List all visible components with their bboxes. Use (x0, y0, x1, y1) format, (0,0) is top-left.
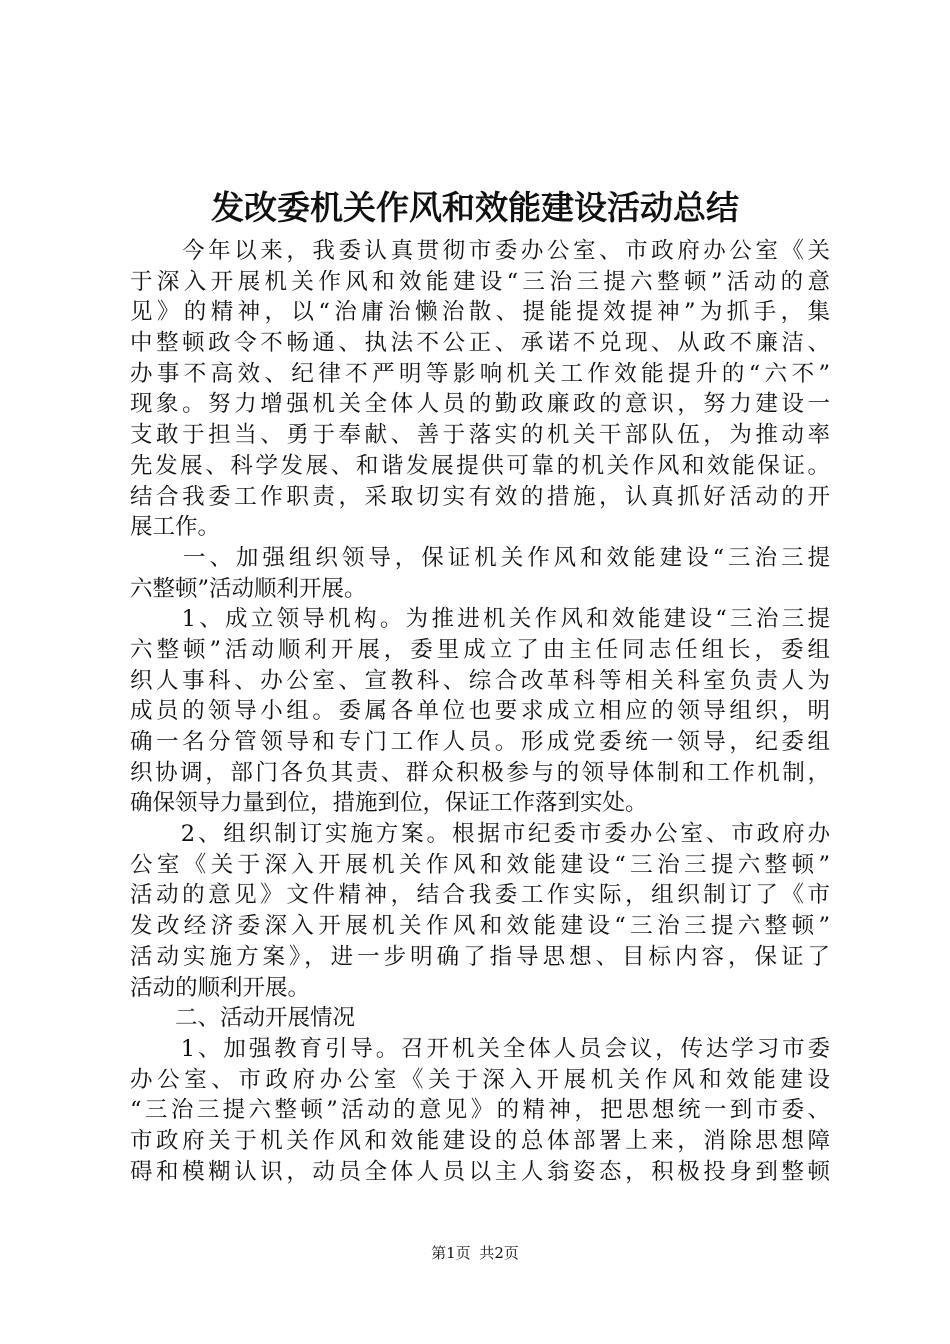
body-line: 见》的精神，以“治庸治懒治散、提能提效提神”为抓手，集 (130, 299, 830, 326)
body-line: 活动的顺利开展。 (130, 974, 311, 1001)
body-line: 织协调，部门各负其责、群众积极参与的领导体制和工作机制， (130, 759, 830, 786)
body-line: 办公室、市政府办公室《关于深入开展机关作风和效能建设 (130, 1066, 830, 1093)
page-footer (0, 1243, 950, 1263)
document-body (130, 236, 830, 1187)
body-line: 一、加强组织领导，保证机关作风和效能建设“三治三提 (130, 544, 830, 571)
body-line: “三治三提六整顿”活动的意见》的精神，把思想统一到市委、 (130, 1097, 830, 1124)
body-line: 成员的领导小组。委属各单位也要求成立相应的领导组织，明 (130, 698, 830, 725)
body-line: 结合我委工作职责，采取切实有效的措施，认真抓好活动的开 (130, 483, 830, 510)
body-line: 展工作。 (130, 514, 221, 541)
body-line: 活动的意见》文件精神，结合我委工作实际，组织制订了《市 (130, 882, 830, 909)
body-line: 二、活动开展情况 (130, 1005, 356, 1032)
body-line: 六整顿”活动顺利开展，委里成立了由主任同志任组长，委组 (130, 636, 830, 663)
page-number: 第1页 (431, 1244, 471, 1262)
body-line: 确一名分管领导和专门工作人员。形成党委统一领导，纪委组 (130, 729, 830, 755)
body-line: 活动实施方案》，进一步明确了指导思想、目标内容，保证了 (130, 943, 830, 970)
body-line: 于深入开展机关作风和效能建设“三治三提六整顿”活动的意 (130, 268, 830, 295)
page-total: 共2页 (479, 1244, 519, 1262)
body-line: 今年以来，我委认真贯彻市委办公室、市政府办公室《关 (130, 238, 830, 264)
document-title: 发改委机关作风和效能建设活动总结 (211, 188, 739, 227)
body-line: 1、成立领导机构。为推进机关作风和效能建设“三治三提 (130, 606, 830, 633)
body-line: 确保领导力量到位，措施到位，保证工作落到实处。 (130, 790, 648, 817)
body-line: 碍和模糊认识，动员全体人员以主人翁姿态，积极投身到整顿 (130, 1158, 830, 1185)
body-line: 织人事科、办公室、宣教科、综合改革科等相关科室负责人为 (130, 667, 830, 694)
body-line: 支敢于担当、勇于奉献、善于落实的机关干部队伍，为推动率 (130, 422, 830, 449)
body-line: 2、组织制订实施方案。根据市纪委市委办公室、市政府办 (130, 821, 830, 848)
body-line: 1、加强教育引导。召开机关全体人员会议，传达学习市委 (130, 1035, 830, 1062)
body-line: 公室《关于深入开展机关作风和效能建设“三治三提六整顿” (130, 851, 830, 878)
body-line: 现象。努力增强机关全体人员的勤政廉政的意识，努力建设一 (130, 391, 830, 418)
body-line: 先发展、科学发展、和谐发展提供可靠的机关作风和效能保证。 (130, 452, 830, 479)
body-line: 市政府关于机关作风和效能建设的总体部署上来，消除思想障 (130, 1127, 830, 1154)
body-line: 六整顿”活动顺利开展。 (130, 575, 367, 602)
body-line: 办事不高效、纪律不严明等影响机关工作效能提升的“六不” (130, 360, 830, 387)
body-line: 发改经济委深入开展机关作风和效能建设“三治三提六整顿” (130, 913, 830, 940)
body-line: 中整顿政令不畅通、执法不公正、承诺不兑现、从政不廉洁、 (130, 330, 830, 357)
